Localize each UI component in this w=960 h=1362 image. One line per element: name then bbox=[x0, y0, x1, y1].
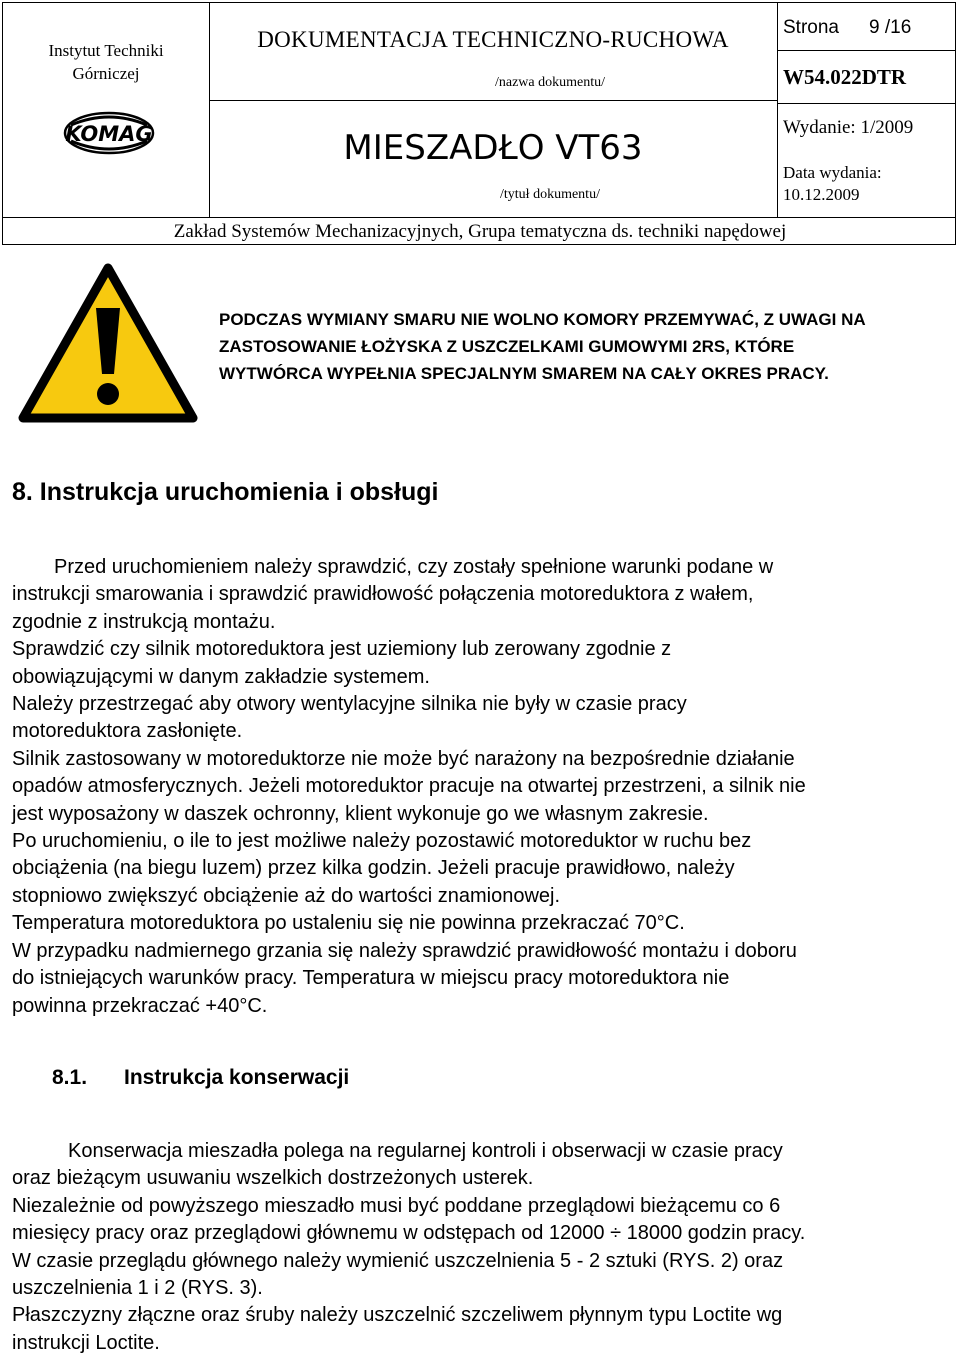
komag-logo bbox=[61, 107, 157, 164]
page-number: 9 /16 bbox=[869, 17, 912, 38]
body-line: jest wyposażony w daszek ochronny, klient wykonuje go we własnym zakresie. bbox=[12, 802, 709, 825]
header-divider bbox=[777, 3, 778, 217]
body-line: obowiązującymi w danym zakładzie systemem. bbox=[12, 665, 430, 688]
issue-date-label: Data wydania: bbox=[783, 163, 882, 182]
body-line: zgodnie z instrukcją montażu. bbox=[12, 610, 276, 633]
header-divider bbox=[209, 100, 777, 101]
body-line: stopniowo zwiększyć obciążenie aż do wartości znamionowej. bbox=[12, 884, 561, 907]
body-line: Przed uruchomieniem należy sprawdzić, czy zostały spełnione warunki podane w bbox=[54, 556, 774, 578]
body-line: motoreduktora zasłonięte. bbox=[12, 720, 243, 743]
edition: Wydanie: 1/2009 bbox=[783, 117, 914, 138]
body-line: instrukcji smarowania i sprawdzić prawidłowość połączenia motoreduktora z wałem, bbox=[12, 583, 754, 606]
document-name-note: /nazwa dokumentu/ bbox=[494, 75, 606, 90]
document-title-note: /tytuł dokumentu/ bbox=[500, 187, 600, 202]
body-line: Niezależnie od powyższego mieszadło musi być poddane przeglądowi bieżącemu co 6 bbox=[12, 1194, 781, 1217]
body-line: obciążenia (na biegu luzem) przez kilka godzin. Jeżeli pracuje prawidłowo, należy bbox=[12, 857, 735, 880]
institute-name bbox=[3, 39, 209, 85]
body-line: Sprawdzić czy silnik motoreduktora jest uziemiony lub zerowany zgodnie z bbox=[12, 638, 672, 661]
warning-text bbox=[219, 306, 954, 387]
body-line: W czasie przeglądu głównego należy wymienić uszczelnienia 5 - 2 sztuki (RYS. 2) oraz bbox=[12, 1249, 784, 1272]
header-divider bbox=[777, 103, 955, 104]
warning-line: WYTWÓRCA WYPEŁNIA SPECJALNYM SMAREM NA CAŁY OKRES PRACY. bbox=[219, 364, 829, 383]
warning-triangle-icon bbox=[18, 262, 198, 429]
body-line: Temperatura motoreduktora po ustaleniu się nie powinna przekraczać 70°C. bbox=[12, 912, 685, 935]
subsection-number: 8.1. bbox=[52, 1066, 88, 1089]
institute-line: Instytut Techniki bbox=[48, 41, 164, 60]
subsection-title: Instrukcja konserwacji bbox=[124, 1066, 350, 1089]
document-header bbox=[2, 2, 956, 245]
body-line: Silnik zastosowany w motoreduktorze nie może być narażony na bezpośrednie działanie bbox=[12, 747, 795, 770]
body-line: Płaszczyzny złączne oraz śruby należy uszczelnić szczeliwem płynnym typu Loctite wg bbox=[12, 1304, 783, 1327]
body-line: uszczelnienia 1 i 2 (RYS. 3). bbox=[12, 1277, 263, 1300]
warning-line: ZASTOSOWANIE ŁOŻYSKA Z USZCZELKAMI GUMOWYMI 2RS, KTÓRE bbox=[219, 337, 795, 356]
section-body bbox=[12, 554, 960, 1020]
department: Zakład Systemów Mechanizacyjnych, Grupa tematyczna ds. techniki napędowej bbox=[173, 221, 787, 242]
body-line: powinna przekraczać +40°C. bbox=[12, 994, 268, 1017]
document-type: DOKUMENTACJA TECHNICZNO-RUCHOWA bbox=[257, 27, 729, 52]
body-line: Konserwacja mieszadła polega na regularnej kontroli i obserwacji w czasie pracy bbox=[68, 1140, 783, 1162]
body-line: W przypadku nadmiernego grzania się należy sprawdzić prawidłowość montażu i doboru bbox=[12, 939, 797, 962]
body-line: instrukcji Loctite. bbox=[12, 1331, 160, 1354]
body-line: Po uruchomieniu, o ile to jest możliwe należy pozostawić motoreduktor w ruchu bez bbox=[12, 830, 752, 853]
page-label: Strona bbox=[783, 17, 839, 38]
body-line: do istniejących warunków pracy. Temperatura w miejscu pracy motoreduktora nie bbox=[12, 967, 730, 990]
section-title: 8. Instrukcja uruchomienia i obsługi bbox=[12, 478, 439, 506]
body-line: miesięcy pracy oraz przeglądowi głównemu w odstępach od 12000 ÷ 18000 godzin pracy. bbox=[12, 1222, 806, 1245]
komag-logo-icon bbox=[61, 107, 157, 159]
institute-line: Górniczej bbox=[72, 64, 140, 83]
warning-line: PODCZAS WYMIANY SMARU NIE WOLNO KOMORY PRZEMYWAĆ, Z UWAGI NA bbox=[219, 310, 866, 329]
subsection-body bbox=[12, 1138, 960, 1357]
header-divider bbox=[777, 50, 955, 51]
issue-date-value: 10.12.2009 bbox=[783, 185, 860, 204]
document-code: W54.022DTR bbox=[783, 65, 907, 89]
header-divider bbox=[3, 217, 955, 218]
body-line: Należy przestrzegać aby otwory wentylacyjne silnika nie były w czasie pracy bbox=[12, 693, 687, 716]
document-title: MIESZADŁO VT63 bbox=[343, 128, 643, 168]
body-line: oraz bieżącym usuwaniu wszelkich dostrzeżonych usterek. bbox=[12, 1167, 534, 1190]
body-line: opadów atmosferycznych. Jeżeli motoreduktor pracuje na otwartej przestrzeni, a silnik nie bbox=[12, 775, 806, 798]
logo-text: KOMAG bbox=[65, 122, 153, 146]
